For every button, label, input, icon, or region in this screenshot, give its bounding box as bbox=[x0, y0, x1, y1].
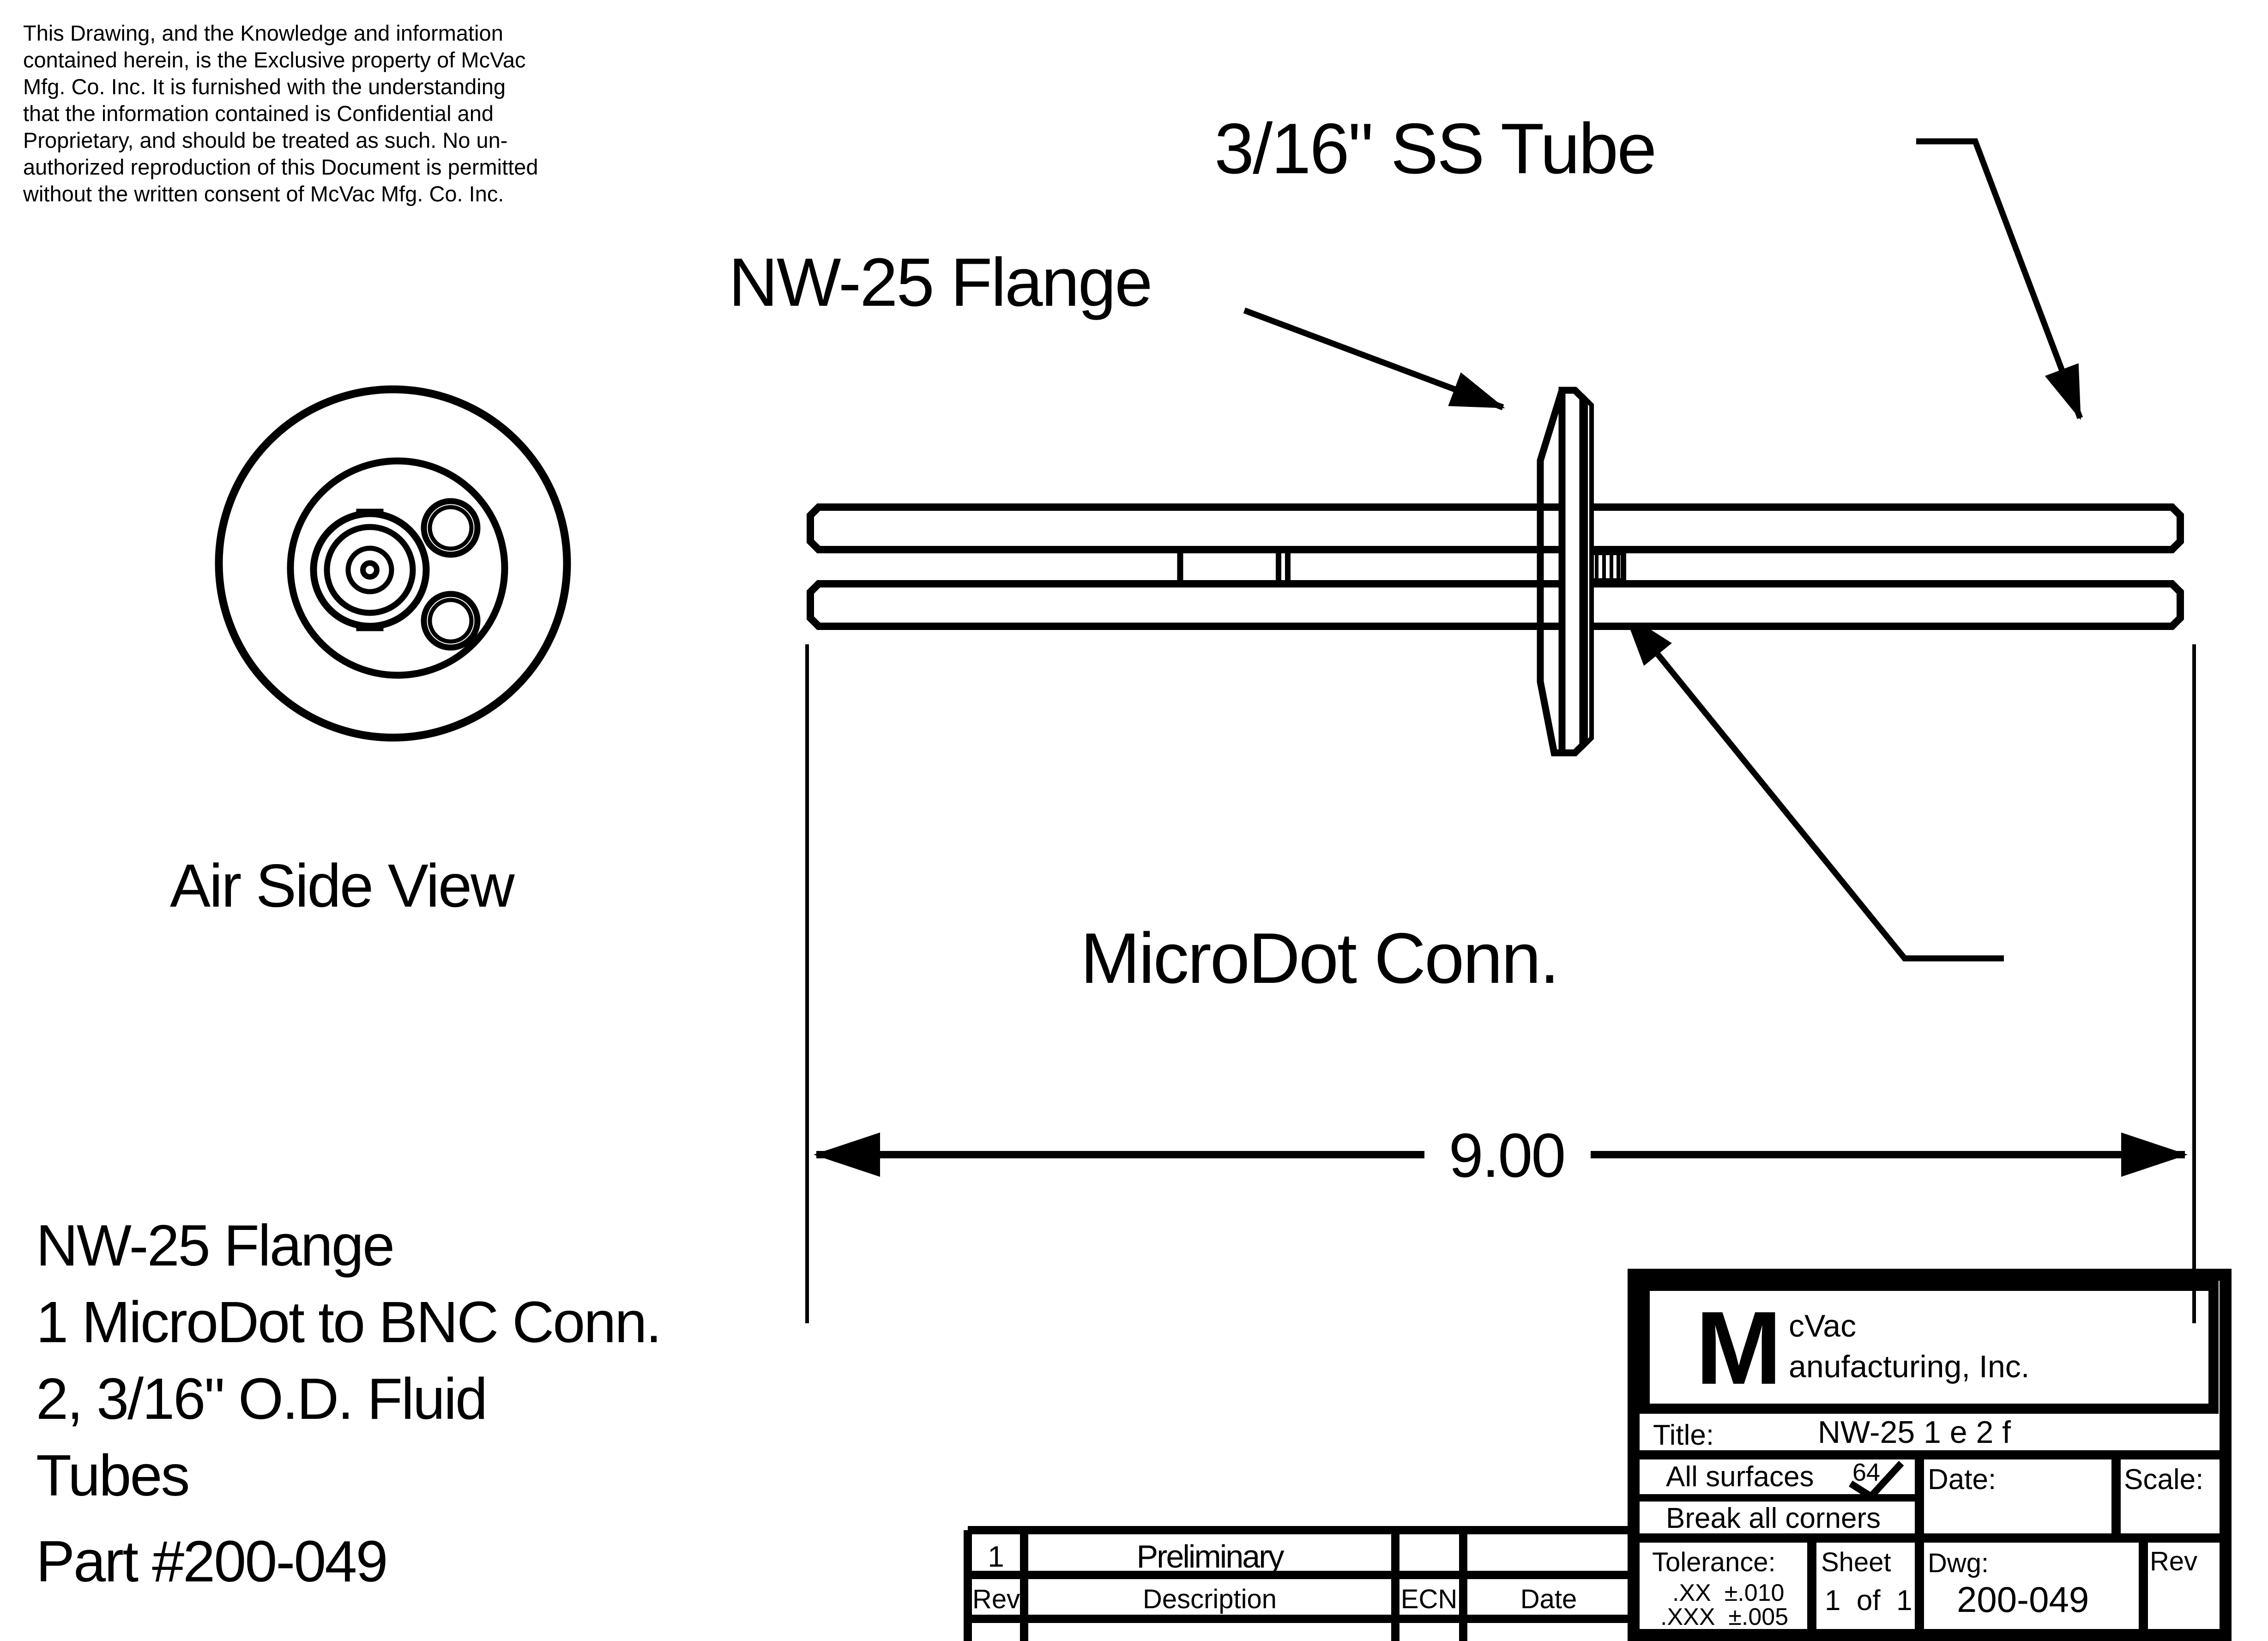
proprietary-notice bbox=[23, 21, 538, 206]
description-line: Part #200-049 bbox=[36, 1529, 387, 1594]
notice-line: that the information contained is Confidential and bbox=[23, 101, 494, 126]
description-line: 2, 3/16" O.D. Fluid bbox=[36, 1366, 487, 1431]
air-side-view-label: Air Side View bbox=[170, 852, 513, 920]
title-label: Title: bbox=[1653, 1419, 1714, 1451]
rev-row-description: Preliminary bbox=[1136, 1538, 1283, 1574]
dimension-value: 9.00 bbox=[1448, 1120, 1565, 1190]
notice-line: Proprietary, and should be treated as such. No un- bbox=[23, 128, 508, 152]
upper-fluid-tube bbox=[810, 507, 2180, 550]
lower-fluid-tube bbox=[810, 584, 2180, 626]
dwg-label: Dwg: bbox=[1928, 1548, 1989, 1578]
logo-line2: anufacturing, Inc. bbox=[1789, 1349, 2030, 1384]
rev-row-number: 1 bbox=[988, 1540, 1004, 1573]
rev-header-description: Description bbox=[1142, 1584, 1277, 1614]
description-line: NW-25 Flange bbox=[36, 1213, 394, 1278]
title-value: NW-25 1 e 2 f bbox=[1817, 1415, 2011, 1450]
logo-line1: cVac bbox=[1789, 1308, 1857, 1344]
rev-header-rev: Rev bbox=[972, 1584, 1020, 1614]
dwg-value: 200-049 bbox=[1957, 1579, 2089, 1620]
sheet-value: 1 of 1 bbox=[1825, 1585, 1912, 1617]
notice-line: without the written consent of McVac Mfg. Co. Inc. bbox=[23, 182, 504, 206]
tolerance-xx: .XX ±.010 bbox=[1672, 1580, 1785, 1606]
surfaces-label: All surfaces bbox=[1666, 1461, 1814, 1493]
flange-sealing-rim bbox=[1586, 399, 1592, 744]
flange-disc bbox=[1562, 390, 1583, 753]
flange-label: NW-25 Flange bbox=[729, 244, 1152, 321]
notice-line: This Drawing, and the Knowledge and information bbox=[23, 21, 503, 45]
date-label: Date: bbox=[1928, 1464, 1997, 1496]
surface-finish-value: 64 bbox=[1852, 1459, 1881, 1486]
scale-label: Scale: bbox=[2124, 1464, 2204, 1496]
rev-header-date: Date bbox=[1520, 1584, 1577, 1614]
rev-label: Rev bbox=[2150, 1546, 2198, 1576]
logo-initial: M bbox=[1695, 1290, 1782, 1406]
notice-line: contained herein, is the Exclusive property of McVac bbox=[23, 48, 526, 72]
sheet-label: Sheet bbox=[1821, 1547, 1891, 1577]
rev-header-ecn: ECN bbox=[1400, 1584, 1458, 1614]
microdot-label: MicroDot Conn. bbox=[1080, 918, 1558, 998]
tolerance-label: Tolerance: bbox=[1652, 1547, 1776, 1577]
ss-tube-label: 3/16" SS Tube bbox=[1214, 109, 1656, 188]
bnc-outer-circle bbox=[314, 514, 426, 626]
notice-line: Mfg. Co. Inc. It is furnished with the understanding bbox=[23, 74, 506, 99]
corners-label: Break all corners bbox=[1666, 1502, 1881, 1534]
description-line: 1 MicroDot to BNC Conn. bbox=[36, 1290, 661, 1355]
description-line: Tubes bbox=[36, 1443, 189, 1508]
notice-line: authorized reproduction of this Document is permitted bbox=[23, 155, 538, 179]
tolerance-xxx: .XXX ±.005 bbox=[1660, 1604, 1789, 1630]
